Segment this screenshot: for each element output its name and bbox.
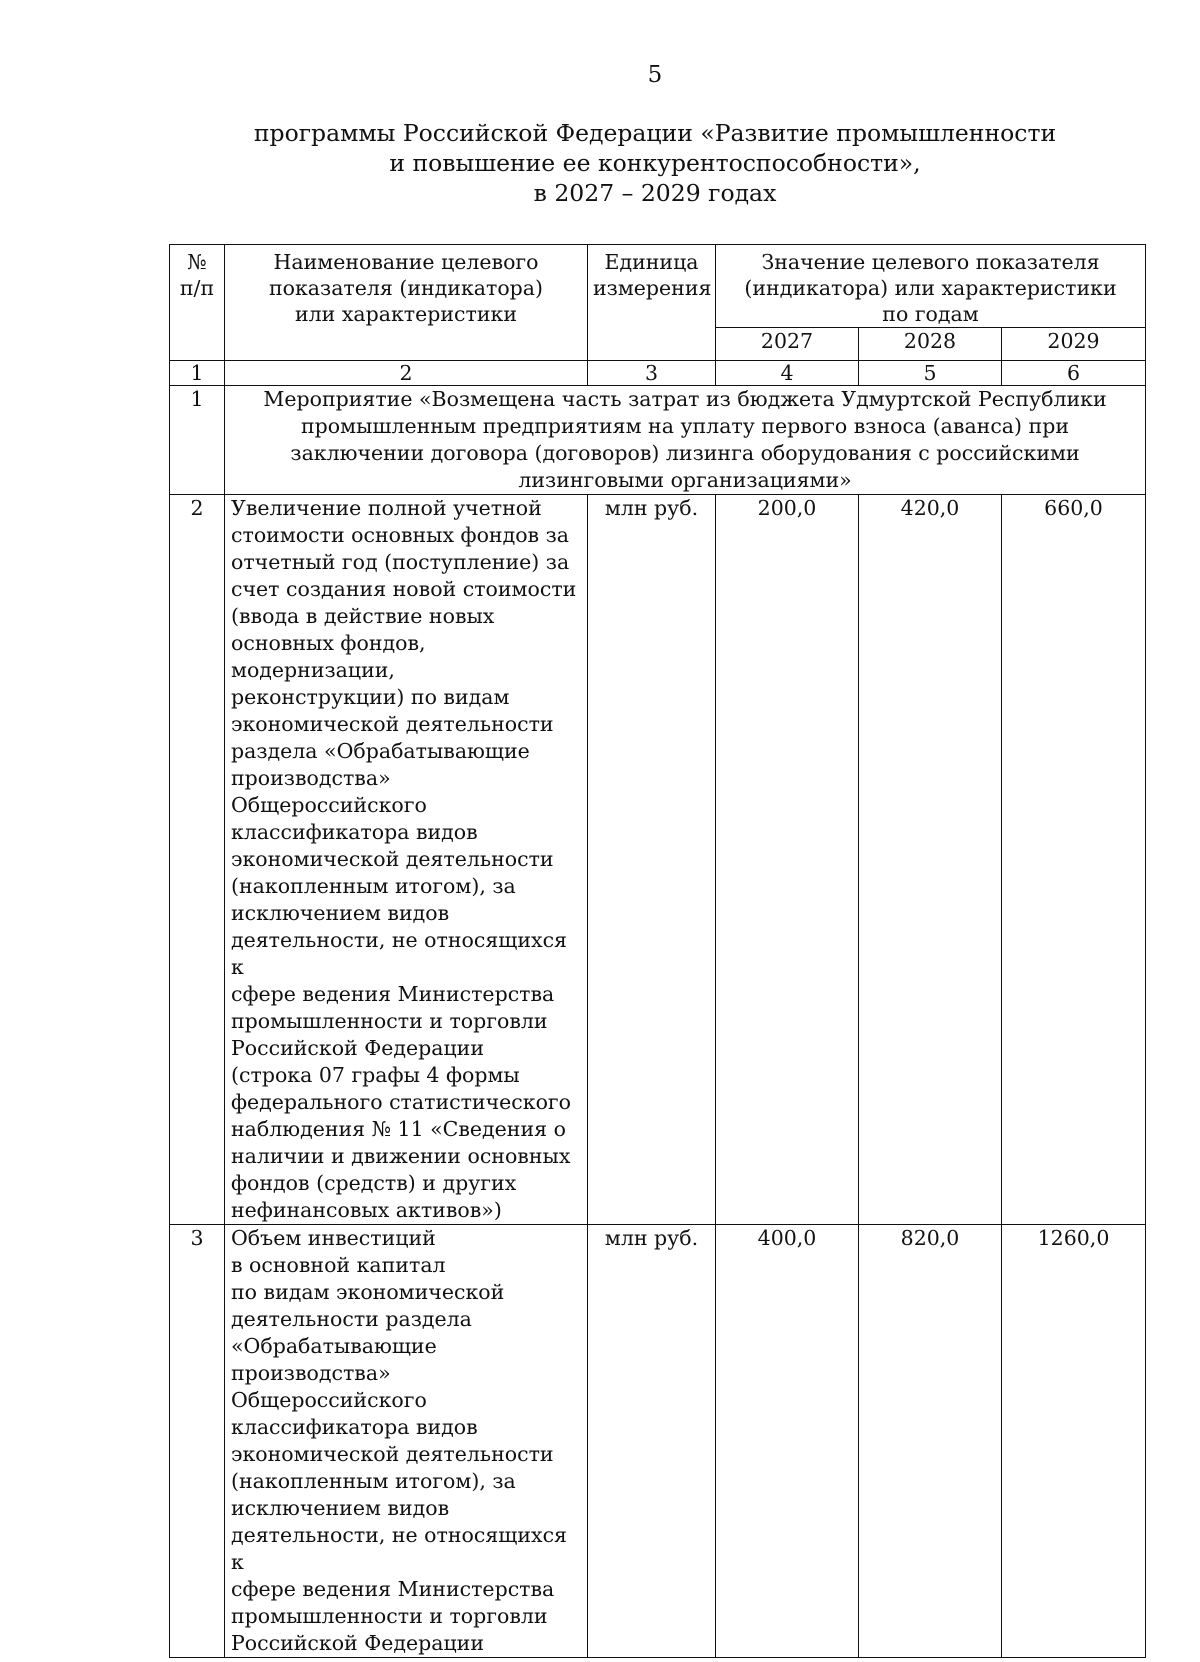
header-year-2027: 2027 bbox=[716, 328, 859, 361]
column-number: 5 bbox=[859, 361, 1002, 386]
column-number: 4 bbox=[716, 361, 859, 386]
column-number: 6 bbox=[1002, 361, 1146, 386]
document-heading bbox=[180, 118, 1130, 208]
header-num: № п/п bbox=[170, 245, 225, 361]
column-number: 2 bbox=[225, 361, 588, 386]
header-year-2028: 2028 bbox=[859, 328, 1002, 361]
column-number: 3 bbox=[588, 361, 716, 386]
row-num: 3 bbox=[170, 1225, 225, 1658]
indicators-table bbox=[169, 244, 1146, 1658]
header-year-2029: 2029 bbox=[1002, 328, 1146, 361]
value-2028: 420,0 bbox=[859, 495, 1002, 1225]
heading-line-3: в 2027 – 2029 годах bbox=[533, 179, 777, 207]
table-row bbox=[170, 1225, 1146, 1658]
event-row-text: Мероприятие «Возмещена часть затрат из бюджета Удмуртской Республики промышленным предприятиям на уплату первого взноса (аванса) при заключении договора (договоров) лизинга оборудования с российскими лизинговыми организациями» bbox=[225, 386, 1146, 495]
row-num: 2 bbox=[170, 495, 225, 1225]
value-2028: 820,0 bbox=[859, 1225, 1002, 1658]
indicator-name: Увеличение полной учетной стоимости основных фондов за отчетный год (поступление) за счет создания новой стоимости (ввода в действие новых основных фондов, модернизации, реконструкции) по видам экономической деятельности раздела «Обрабатывающие производства» Общероссийского классификатора видов экономической деятельности (накопленным итогом), за исключением видов деятельности, не относящихся к сфере ведения Министерства промышленности и торговли Российской Федерации (строка 07 графы 4 формы федерального статистического наблюдения № 11 «Сведения о наличии и движении основных фондов (средств) и других нефинансовых активов») bbox=[225, 495, 588, 1225]
table-row bbox=[170, 495, 1146, 1225]
unit-cell: млн руб. bbox=[588, 1225, 716, 1658]
header-unit: Единица измерения bbox=[588, 245, 716, 361]
heading-line-1: программы Российской Федерации «Развитие промышленности bbox=[253, 119, 1057, 147]
page-number: 5 bbox=[647, 62, 663, 88]
table-header-row bbox=[170, 245, 1146, 328]
column-number: 1 bbox=[170, 361, 225, 386]
heading-line-2: и повышение ее конкурентоспособности», bbox=[389, 149, 921, 177]
unit-cell: млн руб. bbox=[588, 495, 716, 1225]
header-name: Наименование целевого показателя (индикатора) или характеристики bbox=[225, 245, 588, 361]
value-2029: 660,0 bbox=[1002, 495, 1146, 1225]
indicator-name: Объем инвестиций в основной капитал по видам экономической деятельности раздела «Обрабатывающие производства» Общероссийского классификатора видов экономической деятельности (накопленным итогом), за исключением видов деятельности, не относящихся к сфере ведения Министерства промышленности и торговли Российской Федерации bbox=[225, 1225, 588, 1658]
value-2029: 1260,0 bbox=[1002, 1225, 1146, 1658]
value-2027: 200,0 bbox=[716, 495, 859, 1225]
event-row-num: 1 bbox=[170, 386, 225, 495]
header-values-group: Значение целевого показателя (индикатора) или характеристики по годам bbox=[716, 245, 1146, 328]
column-numbers-row bbox=[170, 361, 1146, 386]
value-2027: 400,0 bbox=[716, 1225, 859, 1658]
event-row bbox=[170, 386, 1146, 495]
